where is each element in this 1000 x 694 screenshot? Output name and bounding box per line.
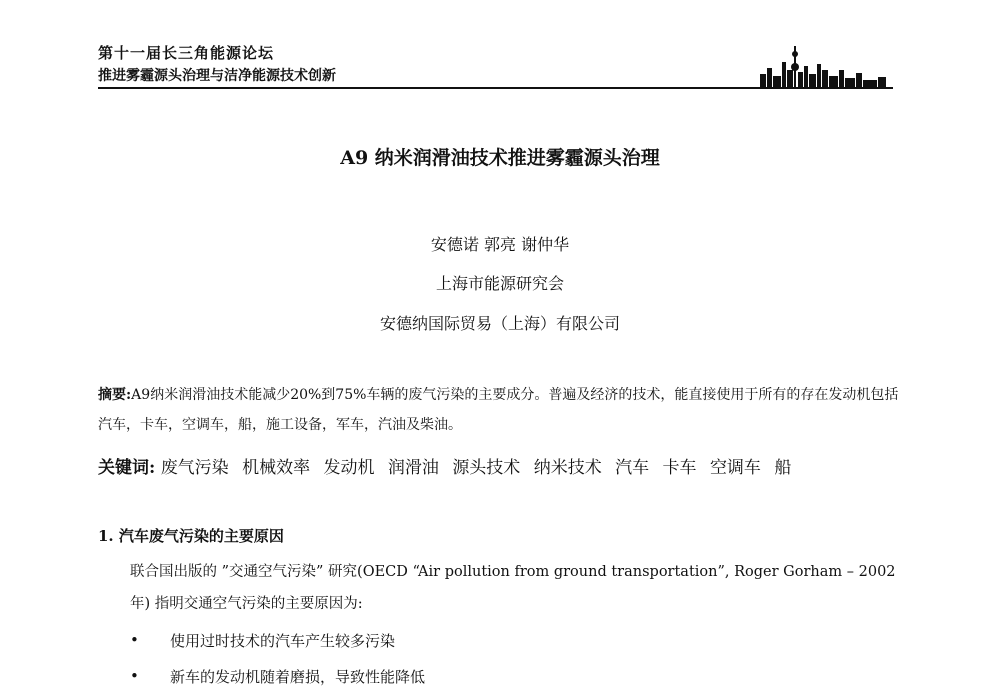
abstract-label: 摘要: (98, 387, 132, 403)
list-item-text: 使用过时技术的汽车产生较多污染 (170, 631, 396, 650)
keyword: 发动机 (323, 458, 375, 478)
keyword: 纳米技术 (533, 458, 602, 478)
list-item (130, 658, 425, 694)
keywords-label: 关键词: (98, 458, 156, 478)
bullet-list (130, 622, 425, 694)
keyword: 空调车 (709, 458, 761, 478)
abstract-text: A9纳米润滑油技术能减少20%到75%车辆的废气污染的主要成分。普遍及经济的技术，能直接使用于所有的存在发动机包括汽车，卡车，空调车，船，施工设备，军车，汽油及柴油。 (98, 387, 899, 433)
keyword: 机械效率 (242, 458, 311, 478)
affiliation-2: 安德纳国际贸易（上海）有限公司 (379, 314, 620, 333)
header-rule (98, 87, 893, 89)
abstract (98, 380, 908, 440)
running-header (98, 40, 893, 92)
keyword: 卡车 (662, 458, 697, 478)
authors: 安德诺 郭亮 谢仲华 (430, 235, 570, 254)
keywords (98, 453, 799, 478)
list-item (130, 622, 425, 658)
section-paragraph (98, 556, 908, 620)
affiliation-1: 上海市能源研究会 (435, 274, 564, 293)
keyword: 润滑油 (387, 458, 439, 478)
paper-title: A9 纳米润滑油技术推进雾霾源头治理 (340, 147, 660, 169)
list-item-text: 新车的发动机随着磨损，导致性能降低 (170, 667, 426, 686)
bullet-icon: • (130, 631, 139, 649)
keyword: 船 (774, 458, 792, 478)
keyword: 汽车 (615, 458, 650, 478)
section-heading: 1. 汽车废气污染的主要原因 (98, 527, 284, 545)
city-skyline-logo (758, 40, 893, 88)
conference-theme: 推进雾霾源头治理与洁净能源技术创新 (98, 68, 336, 84)
paragraph-text: 联合国出版的 ”交通空气污染” 研究(OECD “Air pollution from ground transportation”, Roger Gorham – 2002 年) 指明交通空气污染的主要原因为: (130, 564, 896, 612)
bullet-icon: • (130, 667, 139, 685)
conference-name: 第十一届长三角能源论坛 (98, 44, 275, 62)
keyword: 源头技术 (452, 458, 521, 478)
keyword: 废气污染 (160, 458, 229, 478)
